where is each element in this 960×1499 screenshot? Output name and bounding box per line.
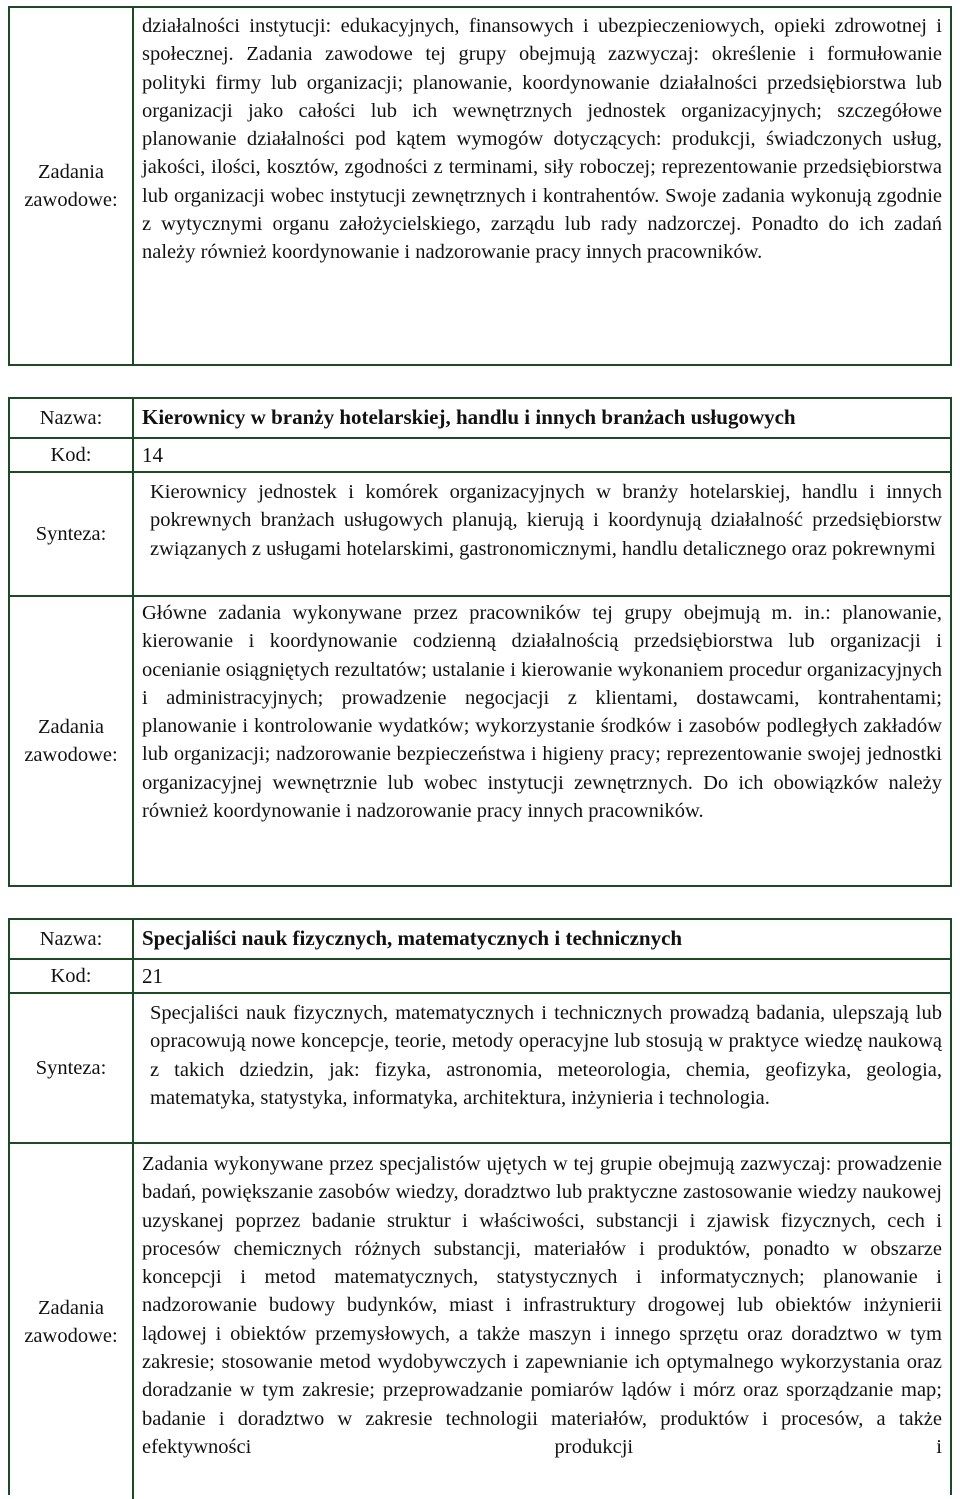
zadania-label-line2: zawodowe: (24, 744, 118, 766)
nazwa-label: Nazwa: (10, 399, 134, 437)
zadania-row (10, 597, 950, 885)
kod-cell (134, 960, 950, 992)
zadania-cell (134, 8, 950, 364)
zadania-text: Zadania wykonywane przez specjalistów ujętych w tej grupie obejmują zazwyczaj: prowadzenie badań, powiększanie zasobów wiedzy, doradztwo lub praktyczne zastosowanie wiedzy naukowej uzyskanej poprzez badanie struktur i właściwości, substancji i zjawisk fizycznych, cech i procesów chemicznych różnych substancji, materiałów i produktów, ponadto w obszarze koncepcji i metod matematycznych, statystycznych i informatycznych; planowanie i nadzorowanie budowy budynków, miast i infrastruktury drogowej lub obiektów inżynierii lądowej i obiektów przemysłowych, a także maszyn i innego sprzętu oraz doradztwo w tym zakresie; stosowanie metod wydobywczych i zapewnianie ich optymalnego wykorzystania oraz doradzanie w tym zakresie; przeprowadzanie pomiarów lądów i mórz oraz sporządzanie map; badanie i doradztwo w zakresie technologii materiałów, produktów i procesów, a także efektywności produkcji i (142, 1153, 942, 1458)
kod-row (10, 439, 950, 471)
zadania-label (10, 597, 134, 885)
kod-row (10, 960, 950, 992)
zadania-text: Główne zadania wykonywane przez pracowników tej grupy obejmują m. in.: planowanie, kierowanie i koordynowanie codzienną działalnością przedsiębiorstwa lub organizacji i ocenianie osiągniętych rezultatów; ustalanie i kierowanie wykonaniem procedur organizacyjnych i administracyjnych; prowadzenie negocjacji z klientami, dostawcami, kontrahentami; planowanie i kontrolowanie wydatków; wykorzystanie środków i zasobów podległych zakładów lub organizacji; nadzorowanie bezpieczeństwa i higieny pracy; reprezentowanie swojej jednostki organizacyjnej wewnętrznie lub wobec instytucji zewnętrznych. Do ich obowiązków należy również koordynowanie i nadzorowanie pracy innych pracowników. (142, 602, 942, 823)
synteza-label: Synteza: (10, 473, 134, 595)
section2-table (8, 918, 952, 1495)
synteza-label: Synteza: (10, 994, 134, 1142)
zadania-label-line2: zawodowe: (24, 1324, 118, 1347)
nazwa-label: Nazwa: (10, 920, 134, 958)
zadania-cell (134, 1144, 950, 1499)
zadania-label (10, 8, 134, 364)
nazwa-row (10, 920, 950, 958)
synteza-cell (134, 473, 950, 595)
nazwa-row (10, 399, 950, 437)
zadania-label (10, 1144, 134, 1499)
nazwa-value: Specjaliści nauk fizycznych, matematycznych i technicznych (142, 926, 683, 950)
zadania-label-line1: Zadania (37, 1296, 104, 1319)
zadania-row (10, 1144, 950, 1499)
synteza-text: Specjaliści nauk fizycznych, matematycznych i technicznych prowadzą badania, ulepszają lub opracowują nowe koncepcje, teorie, metody operacyjne lub stosują w praktyce wiedzę naukową z takich dziedzin, jak: fizyka, astronomia, meteorologia, chemia, geofizyka, geologia, matematyka, statystyka, informatyka, architektura, inżynieria i technologia. (150, 1002, 942, 1109)
kod-value: 21 (142, 964, 163, 988)
zadania-label-line2: zawodowe: (24, 189, 118, 211)
kod-value: 14 (142, 443, 163, 467)
section1-table (8, 397, 952, 887)
synteza-row (10, 473, 950, 595)
synteza-cell (134, 994, 950, 1142)
zadania-cell (134, 597, 950, 885)
zadania-row (10, 8, 950, 364)
section0-table (8, 6, 952, 366)
synteza-row (10, 994, 950, 1142)
zadania-label-line1: Zadania (37, 161, 104, 183)
zadania-text: działalności instytucji: edukacyjnych, finansowych i ubezpieczeniowych, opieki zdrowotnej i społecznej. Zadania zawodowe tej grupy obejmują zazwyczaj: określenie i formułowanie polityki firmy lub organizacji; planowanie, koordynowanie działalności przedsiębiorstwa lub organizacji jako całości lub ich wewnętrznych jednostek organizacyjnych; szczegółowe planowanie działalności pod kątem wymogów dotyczących: produkcji, świadczonych usług, jakości, ilości, kosztów, zgodności z terminami, siły roboczej; reprezentowanie przedsiębiorstwa lub organizacji wobec instytucji zewnętrznych i kontrahentów. Swoje zadania wykonują zgodnie z wytycznymi organu założycielskiego, zarządu lub rady nadzorczej. Ponadto do ich zadań należy również koordynowanie i nadzorowanie pracy innych pracowników. (142, 15, 942, 264)
nazwa-cell (134, 399, 950, 437)
kod-cell (134, 439, 950, 471)
synteza-text: Kierownicy jednostek i komórek organizacyjnych w branży hotelarskiej, handlu i innych pokrewnych branżach usługowych planują, kierują i koordynują działalność przedsiębiorstw związanych z usługami hotelarskimi, gastronomicznymi, handlu detalicznego oraz pokrewnymi (150, 481, 942, 560)
nazwa-value: Kierownicy w branży hotelarskiej, handlu i innych branżach usługowych (142, 405, 796, 429)
zadania-label-line1: Zadania (37, 716, 104, 738)
kod-label: Kod: (10, 960, 134, 992)
nazwa-cell (134, 920, 950, 958)
kod-label: Kod: (10, 439, 134, 471)
